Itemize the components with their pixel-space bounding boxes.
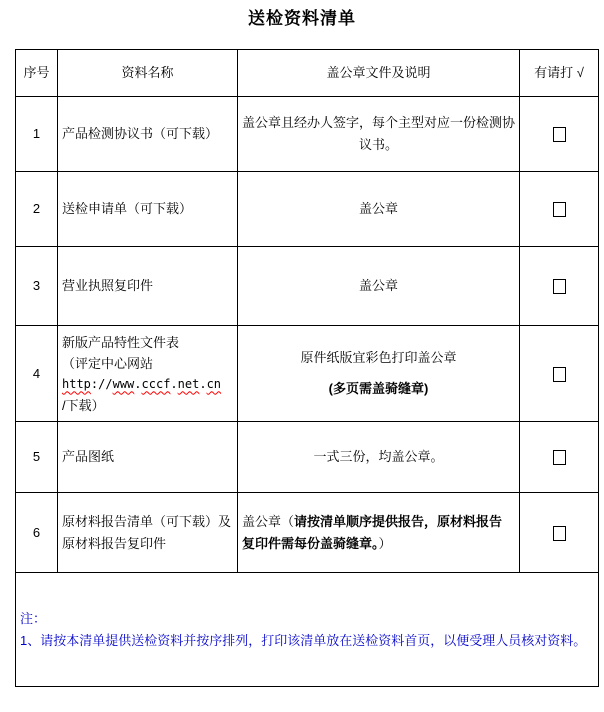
material-name: 原材料报告清单（可下载）及原材料报告复印件: [58, 493, 238, 573]
row-number: 1: [16, 97, 58, 172]
seal-instructions: 盖公章: [238, 172, 520, 247]
row-number: 4: [16, 326, 58, 422]
material-name-line: 新版产品特性文件表: [62, 334, 180, 350]
seal-instructions: [238, 326, 520, 422]
table-row: [16, 247, 599, 326]
checkbox-cell: [520, 97, 599, 172]
checkbox-cell: [520, 493, 599, 573]
material-name: 产品图纸: [58, 422, 238, 493]
checkbox-cell: [520, 172, 599, 247]
checkbox-cell: [520, 247, 599, 326]
row-number: 2: [16, 172, 58, 247]
material-name: 送检申请单（可下载）: [58, 172, 238, 247]
note-item-1: 1、请按本清单提供送检资料并按序排列，打印该清单放在送检资料首页，以便受理人员核对资料。: [20, 632, 587, 648]
row-number: 5: [16, 422, 58, 493]
page-title: 送检资料清单: [248, 9, 356, 28]
material-name: 营业执照复印件: [58, 247, 238, 326]
notes-section: [16, 573, 599, 687]
checkbox-cell: [520, 422, 599, 493]
checkbox-icon[interactable]: [553, 367, 566, 382]
seal-instructions: 盖公章: [238, 247, 520, 326]
table-row: [16, 493, 599, 573]
seal-instructions: 盖公章（请按清单顺序提供报告，原材料报告复印件需每份盖骑缝章。）: [238, 493, 520, 573]
material-name-line: （评定中心网站: [62, 355, 154, 371]
materials-table: [15, 49, 599, 687]
url-text: http://www.cccf.net.cn: [62, 376, 222, 391]
header-cell-name: 资料名称: [58, 50, 238, 97]
checkbox-icon[interactable]: [553, 526, 566, 541]
checkbox-icon[interactable]: [553, 127, 566, 142]
seal-instructions: 一式三份，均盖公章。: [238, 422, 520, 493]
table-row: [16, 326, 599, 422]
material-name: 产品检测协议书（可下载）: [58, 97, 238, 172]
material-name-line: /下载）: [62, 397, 105, 413]
checkbox-icon[interactable]: [553, 450, 566, 465]
material-name: [58, 326, 238, 422]
row-number: 6: [16, 493, 58, 573]
note-label: 注：: [20, 610, 47, 626]
seal-instructions: 盖公章且经办人签字，每个主型对应一份检测协议书。: [238, 97, 520, 172]
checkbox-cell: [520, 326, 599, 422]
header-cell-instructions: 盖公章文件及说明: [238, 50, 520, 97]
checkbox-icon[interactable]: [553, 279, 566, 294]
checkbox-icon[interactable]: [553, 202, 566, 217]
seal-instructions-line: 原件纸版宜彩色打印盖公章: [300, 350, 457, 365]
notes-row: [16, 573, 599, 687]
table-row: [16, 422, 599, 493]
table-row: [16, 172, 599, 247]
row-number: 3: [16, 247, 58, 326]
header-row: [16, 50, 599, 97]
header-cell-check: 有请打 √: [520, 50, 599, 97]
seal-instructions-line: (多页需盖骑缝章): [328, 381, 429, 396]
table-row: [16, 97, 599, 172]
header-cell-serial: 序号: [16, 50, 58, 97]
